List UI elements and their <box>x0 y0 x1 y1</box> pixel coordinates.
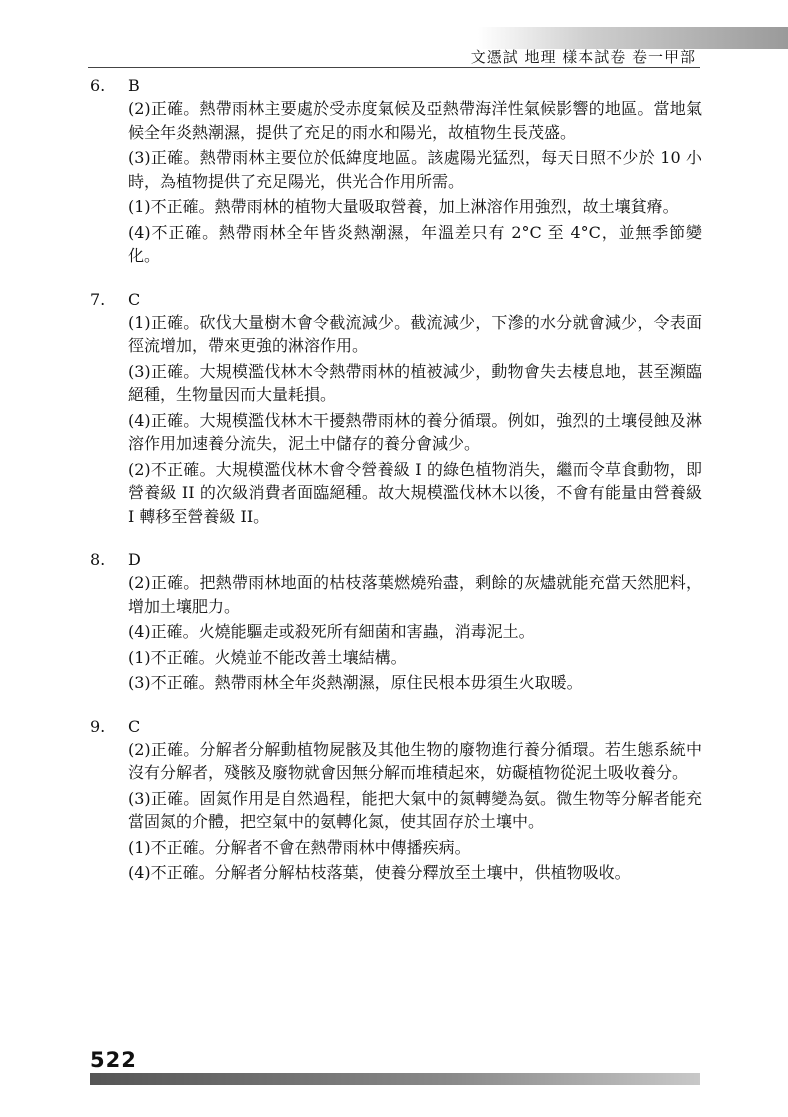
question-number: 9. <box>90 716 106 736</box>
page-number: 522 <box>90 1048 137 1072</box>
answer-content <box>90 74 702 905</box>
explanation-paragraph: (2)正確。熱帶雨林主要處於受赤度氣候及亞熱帶海洋性氣候影響的地區。當地氣候全年炎熱潮濕，提供了充足的雨水和陽光，故植物生長茂盛。 <box>128 99 702 142</box>
question-9 <box>90 715 702 885</box>
question-number: 7. <box>90 289 106 309</box>
question-8 <box>90 548 702 695</box>
question-number: 8. <box>90 550 106 569</box>
explanation-paragraph: (4)不正確。分解者分解枯枝落葉，使養分釋放至土壤中，供植物吸收。 <box>128 863 631 882</box>
header-divider <box>88 67 700 68</box>
question-heading <box>90 715 702 738</box>
question-7 <box>90 288 702 529</box>
explanation-paragraph: (3)正確。固氮作用是自然過程，能把大氣中的氮轉變為氨。微生物等分解者能充當固氮的介體，把空氣中的氨轉化氮，使其固存於土壤中。 <box>128 788 702 831</box>
explanation-paragraph: (3)正確。大規模濫伐林木令熱帶雨林的植被減少，動物會失去棲息地，甚至瀕臨絕種，生物量因而大量耗損。 <box>128 361 702 404</box>
explanation-paragraph: (1)不正確。火燒並不能改善土壤結構。 <box>128 647 407 667</box>
explanation-paragraph: (3)正確。熱帶雨林主要位於低緯度地區。該處陽光猛烈，每天日照不少於 10 小時，為植物提供了充足陽光，供光合作用所需。 <box>128 148 702 191</box>
explanation-paragraph: (3)不正確。熱帶雨林全年炎熱潮濕，原住民根本毋須生火取暖。 <box>128 673 583 692</box>
question-answer: C <box>128 716 141 736</box>
explanation-paragraph: (2)正確。把熱帶雨林地面的枯枝落葉燃燒殆盡，剩餘的灰燼就能充當天然肥料，增加土壤肥力。 <box>128 573 702 616</box>
footer-decorative-bar <box>90 1073 700 1085</box>
question-answer: C <box>128 289 141 309</box>
running-header-title: 文憑試 地理 樣本試卷 卷一甲部 <box>470 48 696 66</box>
explanation-paragraph: (1)不正確。熱帶雨林的植物大量吸取營養，加上淋溶作用強烈，故土壤貧瘠。 <box>128 197 679 216</box>
question-heading <box>90 288 702 311</box>
question-answer: D <box>128 550 141 569</box>
explanation-paragraph: (1)正確。砍伐大量樹木會令截流減少。截流減少，下滲的水分就會減少，令表面徑流增加，帶來更強的淋溶作用。 <box>128 312 702 355</box>
explanation-paragraph: (4)正確。大規模濫伐林木干擾熱帶雨林的養分循環。例如，強烈的土壤侵蝕及淋溶作用加速養分流失，泥土中儲存的養分會減少。 <box>128 410 702 453</box>
question-heading <box>90 548 702 571</box>
explanation-paragraph: (2)不正確。大規模濫伐林木會令營養級 I 的綠色植物消失，繼而令草食動物，即營養級 II 的次級消費者面臨絕種。故大規模濫伐林木以後，不會有能量由營養級 I 轉移至營養級 II。 <box>128 459 702 526</box>
question-6 <box>90 74 702 268</box>
question-answer: B <box>128 76 140 95</box>
explanation-paragraph: (1)不正確。分解者不會在熱帶雨林中傳播疾病。 <box>128 837 471 857</box>
explanation-paragraph: (4)不正確。熱帶雨林全年皆炎熱潮濕，年溫差只有 2°C 至 4°C，並無季節變化。 <box>128 222 702 265</box>
explanation-paragraph: (2)正確。分解者分解動植物屍骸及其他生物的廢物進行養分循環。若生態系統中沒有分解者，殘骸及廢物就會因無分解而堆積起來，妨礙植物從泥土吸收養分。 <box>128 739 702 782</box>
explanation-paragraph: (4)正確。火燒能驅走或殺死所有細菌和害蟲，消毒泥土。 <box>128 622 535 641</box>
question-number: 6. <box>90 76 106 95</box>
question-heading <box>90 74 702 97</box>
